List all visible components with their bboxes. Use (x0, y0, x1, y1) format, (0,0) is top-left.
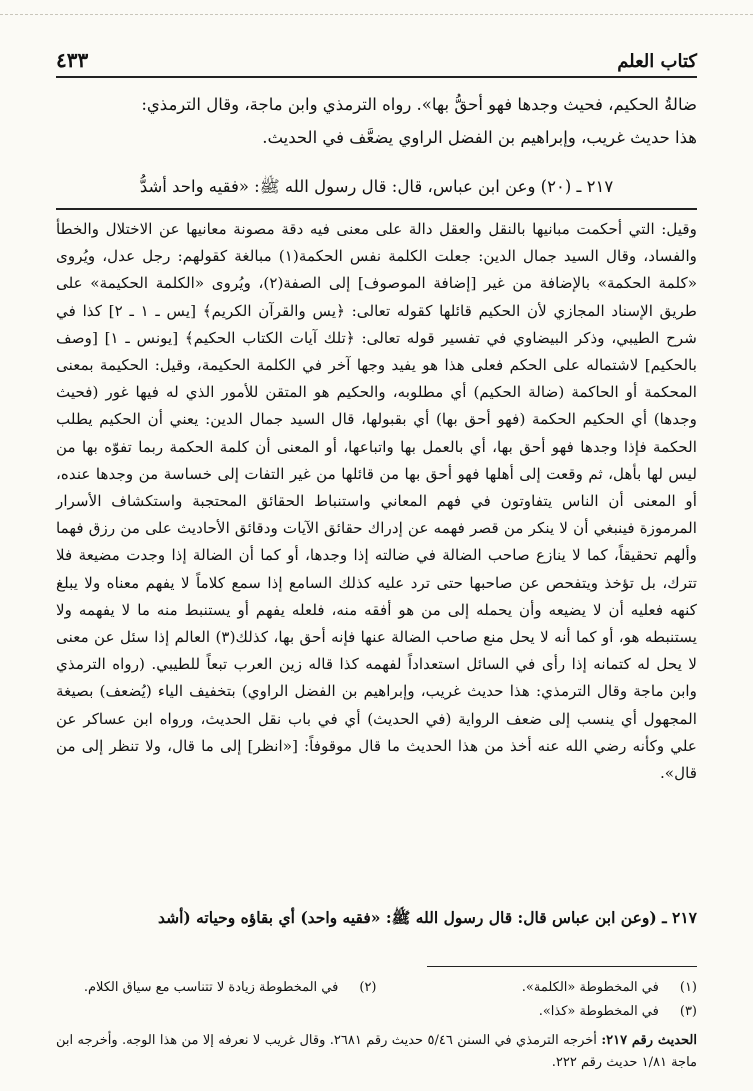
footnote-number: (٢) (359, 980, 377, 995)
hadith-217-heading: ٢١٧ ـ (٢٠) وعن ابن عباس، قال: قال رسول الله ﷺ: «فقيه واحد أشدُّ (139, 177, 614, 196)
next-commentary-heading: ٢١٧ ـ (وعن ابن عباس قال: قال رسول الله ﷺ: «فقيه واحد) أي بقاؤه وحياته (أشد (157, 908, 697, 927)
footnote-text: في المخطوطة زيادة لا تتناسب مع سياق الكلام. (83, 980, 339, 995)
commentary (56, 216, 697, 787)
footnote-row (56, 1000, 697, 1024)
footnote-row (56, 976, 697, 1000)
page-top-edge (0, 0, 753, 15)
footnote-2 (56, 976, 377, 1000)
footnote-text: في المخطوطة «كذا». (538, 1004, 659, 1019)
running-header (56, 40, 697, 78)
book-title: كتاب العلم (617, 51, 697, 72)
page-number: ٤٣٣ (56, 48, 89, 72)
footnote-number: (١) (679, 980, 697, 995)
hadith-text-line: هذا حديث غريب، وإبراهيم بن الفضل الراوي يضعَّف في الحديث. (262, 128, 697, 147)
footnote-number: (٣) (679, 1004, 697, 1019)
commentary-paragraph: وقيل: التي أحكمت مبانيها بالنقل والعقل دالة على معنى فيه دقة مصونة معانيها عن الاختلال والخطأ والفساد، وقال السيد جمال الدين: جعلت الكلمة نفس الحكمة(١) مبالغة كقولهم: رجل عدل، ويُروى «كلمة الحكمة» بالإضافة من غير [إضافة الموصوف] إلى الصفة(٢)، ويُروى «الكلمة الحكيمة» على طريق الإسناد المجازي لأن الحكيم قائلها كقوله تعالى: ﴿يس والقرآن الكريم﴾ [يس ـ ١ ـ ٢] كذا في شرح الطيبي، وذكر البيضاوي في تفسير قوله تعالى: ﴿تلك آيات الكتاب الحكيم﴾ [يونس ـ ١] [وصف بالحكيم] لاشتماله على الحكم فعلى هذا هو يفيد وجها آخر في الكلمة الحكيمة، وقيل: الحكيمة بمعنى المحكمة أو الحاكمة (ضالة الحكيم) أي مطلوبه، والحكيم هو المتقن للأمور الذي له فيها غور (فحيث وجدها) أي الحكيم الحكمة (فهو أحق بها) أي بقبولها، قال السيد جمال الدين: يعني أن الحكيم يطلب الحكمة فإذا وجدها فهو أحق بها، أي بالعمل بها واتباعها، أو المعنى أن كلمة الحكمة ربما تفوّه بها من ليس لها بأهل، ثم وقعت إلى أهلها فهو أحق بها من قائلها من غير التفات إلى خساسة من وجدها عنده، أو المعنى أن الناس يتفاوتون في فهم المعاني واستنباط الحقائق المحتجبة واستكشاف الأسرار المرموزة فينبغي أن لا ينكر من قصر فهمه عن إدراك حقائق الآيات ودقائق الأحاديث على من رزق فهما وألهم تحقيقاً، كما لا ينازع صاحب الضالة في ضالته إذا وجدها، أو كما أن الضالة إذا وجدت مضيعة فلا تترك، بل تؤخذ ويتفحص عن صاحبها حتى ترد عليه كذلك السامع إذا سمع كلاماً لا يفهم معناه ولا يبلغ كنهه فعليه أن لا يضيعه وأن يحمله إلى من هو أفقه منه، فلعله يفهم أو يستنبط منه ما لا يفهمه ولا يستنبطه هو، أو كما أنه لا يحل منع صاحب الضالة عنها فإنه أحق بها، كذلك(٣) العالم إذا سئل عن معنى لا يحل له كتمانه إذا رأى في السائل استعداداً لفهمه كذا قاله زين العرب تبعاً للطيبي. (رواه الترمذي وابن ماجة وقال الترمذي: هذا حديث غريب، وإبراهيم بن الفضل الراوي) بتخفيف الياء (يُضعف) بصيغة المجهول أي ينسب إلى ضعف الرواية (في الحديث) أي في باب نقل الحديث، ورواه ابن عساكر عن علي وكأنه رضي الله عنه أخذ من هذا الحديث ما قال موقوفاً: [«انظر] إلى ما قال، ولا تنظر إلى من قال». (56, 220, 698, 783)
source-note-text: أخرجه الترمذي في السنن ٥/٤٦ حديث رقم ٢٦٨١. وقال غريب لا نعرفه إلا من هذا الوجه. وأخرجه ابن ماجة ١/٨١ حديث رقم ٢٢٢. (56, 1033, 697, 1070)
hadith-text-line: ضالةُ الحكيم، فحيث وجدها فهو أحقُّ بها». رواه الترمذي وابن ماجة، وقال الترمذي: (141, 95, 697, 114)
footnote-divider (427, 966, 697, 967)
hadith-text (56, 88, 697, 154)
section-divider (56, 208, 697, 210)
footnote-1 (377, 976, 698, 1000)
hadith-source-note (56, 1030, 697, 1074)
footnotes (56, 976, 697, 1024)
footnote-text: في المخطوطة «الكلمة». (521, 980, 659, 995)
source-note-label: الحديث رقم ٢١٧: (601, 1033, 698, 1048)
footnote-3 (56, 1000, 697, 1024)
